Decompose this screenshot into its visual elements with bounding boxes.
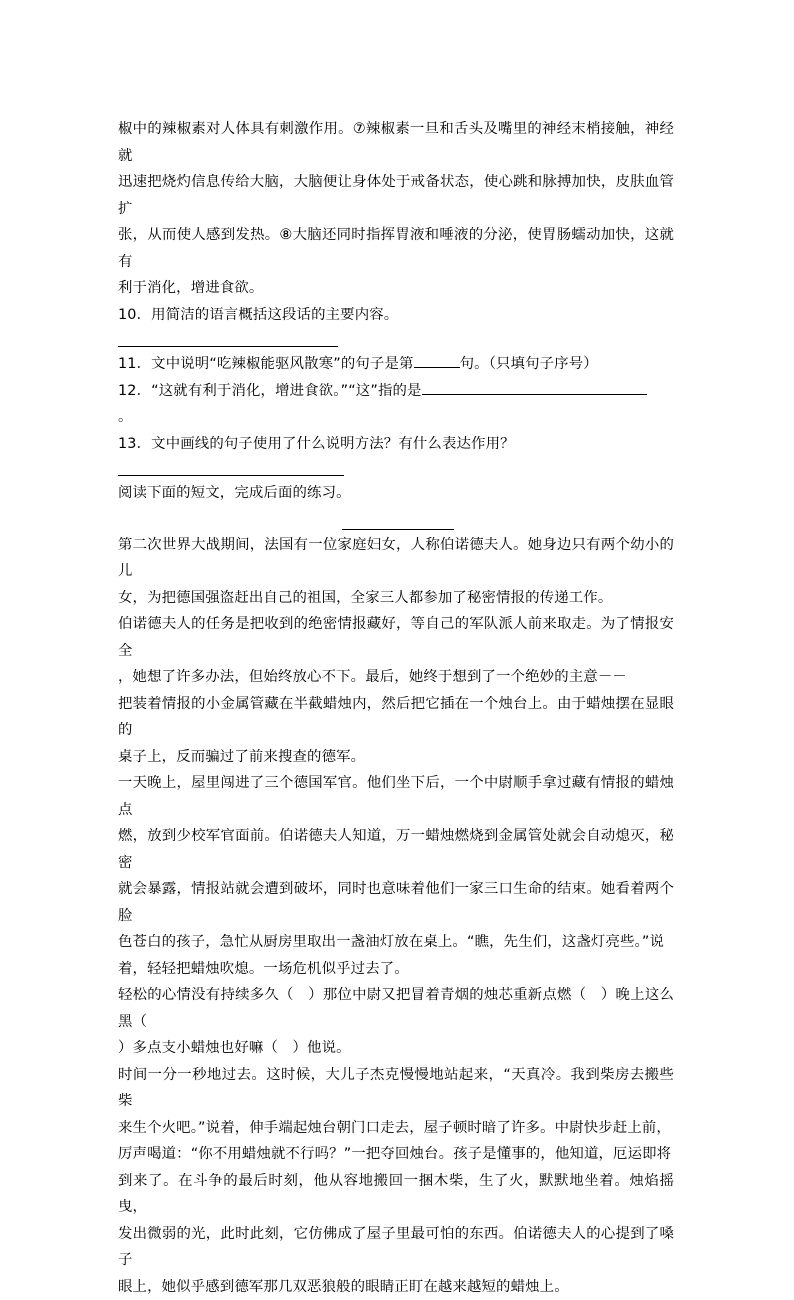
story-line: 女，为把德国强盗赶出自己的祖国，全家三人都参加了秘密情报的传递工作。: [118, 585, 674, 612]
story-line: ）多点支小蜡烛也好嘛（ ）他说。: [118, 1035, 674, 1062]
question-12-end: 。: [118, 404, 674, 431]
story-line: 就会暴露，情报站就会遭到破坏，同时也意味着他们一家三口生命的结束。她看着两个脸: [118, 876, 674, 929]
story-line: ，她想了许多办法，但始终放心不下。最后，她终于想到了一个绝妙的主意－－: [118, 664, 674, 691]
story-line: 把装着情报的小金属管藏在半截蜡烛内，然后把它插在一个烛台上。由于蜡烛摆在显眼的: [118, 691, 674, 744]
story-line: 来生个火吧。”说着，伸手端起烛台朝门口走去，屋子顿时暗了许多。中尉快步赶上前，: [118, 1115, 674, 1142]
question-11-suffix: 句。（只填句子序号）: [460, 356, 598, 372]
story-line: 第二次世界大战期间，法国有一位家庭妇女，人称伯诺德夫人。她身边只有两个幼小的儿: [118, 532, 674, 585]
answer-blank-q12[interactable]: [422, 380, 647, 395]
reading-instruction: 阅读下面的短文，完成后面的练习。: [118, 480, 674, 507]
question-11: [118, 351, 674, 378]
document-page: [118, 116, 674, 1300]
passage-line: 张，从而使人感到发热。⑧大脑还同时指挥胃液和唾液的分泌，使胃肠蠕动加快，这就有: [118, 222, 674, 275]
story-line: 厉声喝道：“你不用蜡烛就不行吗？”一把夺回烛台。孩子是懂事的，他知道，厄运即将: [118, 1141, 674, 1168]
question-10: 10．用简洁的语言概括这段话的主要内容。: [118, 302, 674, 329]
story-title-blank: [342, 507, 454, 530]
question-12: [118, 378, 674, 405]
question-12-text: 12．“这就有利于消化，增进食欲。”“这”指的是: [118, 383, 422, 399]
answer-line-q10[interactable]: [118, 328, 338, 347]
answer-line-q13[interactable]: [118, 457, 344, 476]
story-line: 着，轻轻把蜡烛吹熄。一场危机似乎过去了。: [118, 956, 674, 983]
story-line: 一天晚上，屋里闯进了三个德国军官。他们坐下后，一个中尉顺手拿过藏有情报的蜡烛点: [118, 770, 674, 823]
question-13: 13．文中画线的句子使用了什么说明方法？有什么表达作用？: [118, 431, 674, 458]
story-line: 桌子上，反而骗过了前来搜查的德军。: [118, 744, 674, 771]
passage-line: 利于消化，增进食欲。: [118, 275, 674, 302]
story-line: 伯诺德夫人的任务是把收到的绝密情报藏好，等自己的军队派人前来取走。为了情报安全: [118, 611, 674, 664]
story-line: 眼上，她似乎感到德军那几双恶狼般的眼睛正盯在越来越短的蜡烛上。: [118, 1274, 674, 1300]
answer-blank-q11[interactable]: [414, 353, 460, 368]
story-line: 时间一分一秒地过去。这时候，大儿子杰克慢慢地站起来，“天真冷。我到柴房去搬些柴: [118, 1062, 674, 1115]
story-line: 轻松的心情没有持续多久（ ）那位中尉又把冒着青烟的烛芯重新点燃（ ）晚上这么黑（: [118, 982, 674, 1035]
passage-line: 椒中的辣椒素对人体具有刺激作用。⑦辣椒素一旦和舌头及嘴里的神经末梢接触，神经就: [118, 116, 674, 169]
question-11-text: 11．文中说明“吃辣椒能驱风散寒”的句子是第: [118, 356, 414, 372]
passage-line: 迅速把烧灼信息传给大脑，大脑便让身体处于戒备状态，使心跳和脉搏加快，皮肤血管扩: [118, 169, 674, 222]
story-line: 色苍白的孩子，急忙从厨房里取出一盏油灯放在桌上。“瞧，先生们，这盏灯亮些。”说: [118, 929, 674, 956]
story-line: 燃，放到少校军官面前。伯诺德夫人知道，万一蜡烛燃烧到金属管处就会自动熄灭，秘密: [118, 823, 674, 876]
story-line: 发出微弱的光，此时此刻，它仿佛成了屋子里最可怕的东西。伯诺德夫人的心提到了嗓子: [118, 1221, 674, 1274]
story-line: 到来了。在斗争的最后时刻，他从容地搬回一捆木柴，生了火，默默地坐着。烛焰摇曳，: [118, 1168, 674, 1221]
